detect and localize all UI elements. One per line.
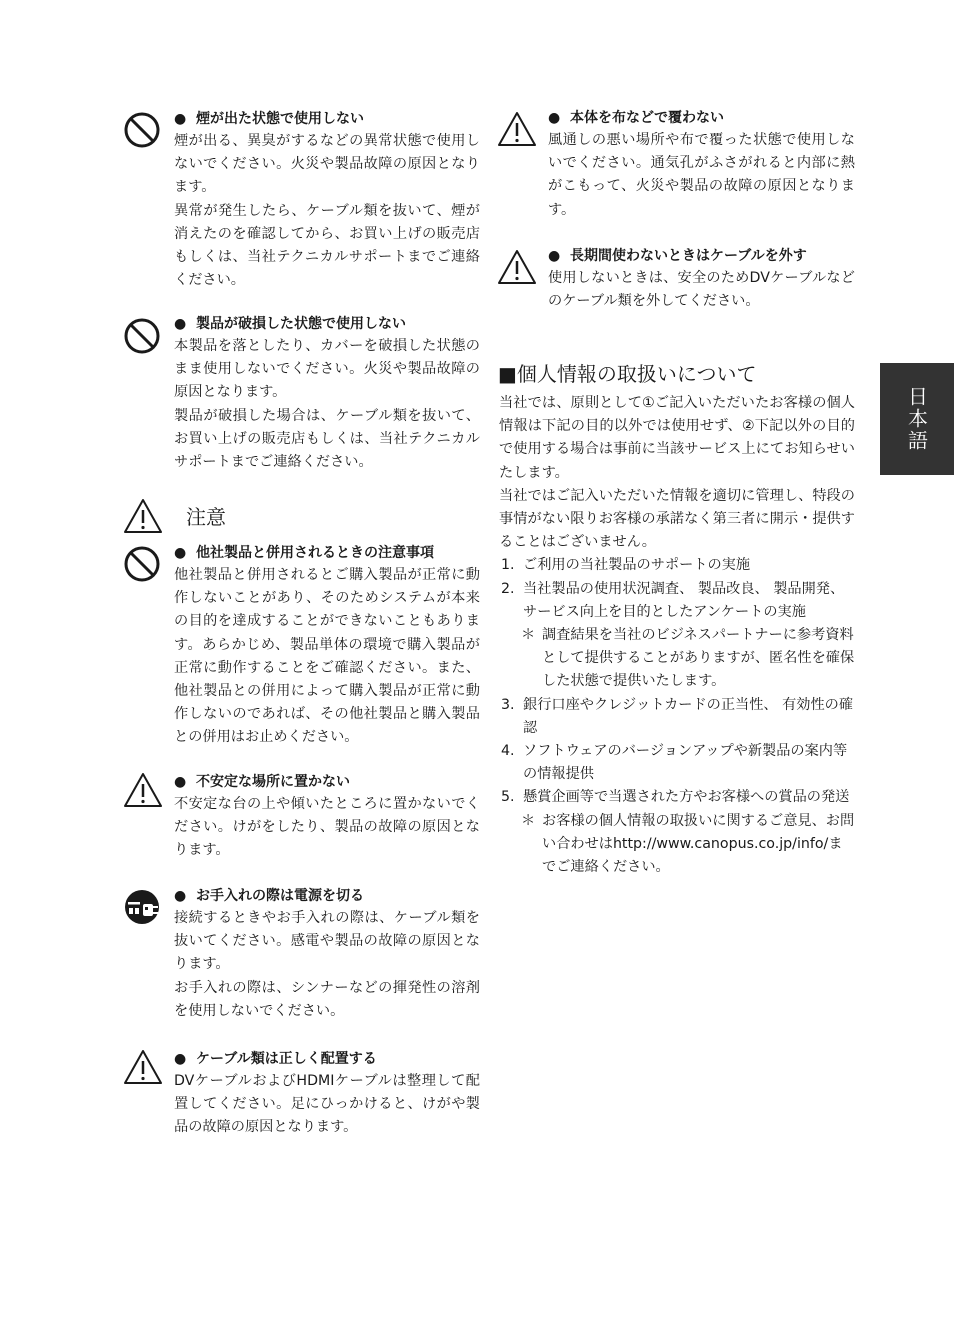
item-heading	[174, 1048, 480, 1070]
bullet: ●	[174, 888, 187, 904]
bullet: ●	[174, 774, 187, 790]
list-marker: 1.	[501, 557, 515, 574]
item-heading	[174, 108, 480, 130]
privacy-section-title: ■個人情報の取扱いについて	[498, 362, 757, 386]
safety-item-cover	[548, 107, 855, 222]
paragraph: 当社では、原則として①ご記入いただいたお客様の個人情報は下記の目的以外では使用せず、②下記以外の目的で使用する場合は事前に当該サービス上にてお知らせいたします。	[499, 395, 855, 481]
paragraph: 他社製品と併用されるとご購入製品が正常に動作しないことがあり、そのためシステムが本来の目的を達成することができないこともあります。あらかじめ、製品単体の環境で購入製品が正常に動作することをご確認ください。また、他社製品との併用によって購入製品が正常に動作しないのであれば、その他社製品と購入製品との併用はお止めください。	[174, 567, 480, 746]
safety-item-unstable	[174, 771, 480, 863]
paragraph: 製品が破損した場合は、ケーブル類を抜いて、お買い上げの販売店もしくは、当社テクニカルサポートまでご連絡ください。	[174, 407, 480, 471]
heading-text: 不安定な場所に置かない	[196, 774, 350, 790]
list-item	[499, 694, 855, 740]
bullet: ●	[548, 110, 561, 126]
list-marker: 2.	[501, 580, 515, 597]
item-heading	[174, 885, 480, 907]
heading-text: ケーブル類は正しく配置する	[196, 1051, 377, 1067]
safety-item-cleaning	[174, 885, 480, 1023]
heading-text: 本体を布などで覆わない	[570, 110, 724, 126]
unplug-icon	[123, 888, 161, 926]
safety-item-long-unused	[548, 245, 855, 313]
item-heading	[548, 107, 855, 129]
list-text: 銀行口座やクレジットカードの正当性、 有効性の確認	[523, 696, 854, 736]
paragraph: 使用しないときは、安全のためDVケーブルなどのケーブル類を外してください。	[548, 270, 855, 310]
paragraph: 当社ではご記入いただいた情報を適切に管理し、特段の事情がない限りお客様の承諾なく第三者に開示・提供することはございません。	[499, 487, 855, 551]
caution-title: 注意	[186, 505, 226, 529]
list-text: ソフトウェアのバージョンアップや新製品の案内等の情報提供	[523, 743, 848, 783]
list-marker: ＊	[521, 812, 536, 829]
warning-triangle-icon	[122, 497, 164, 535]
list-item	[499, 624, 855, 694]
paragraph: 不安定な台の上や傾いたところに置かないでください。けがをしたり、製品の故障の原因となります。	[174, 796, 480, 859]
list-item	[499, 554, 855, 577]
list-item	[499, 786, 855, 809]
item-heading	[548, 245, 855, 267]
warning-triangle-icon	[496, 248, 538, 286]
prohibition-icon	[123, 111, 161, 149]
paragraph: 異常が発生したら、ケーブル類を抜いて、煙が消えたのを確認してから、お買い上げの販売店もしくは、当社テクニカルサポートまでご連絡ください。	[174, 202, 480, 289]
heading-text: 長期間使わないときはケーブルを外す	[570, 248, 807, 264]
prohibition-icon	[123, 317, 161, 355]
safety-item-smoke	[174, 108, 480, 292]
list-marker: ＊	[521, 627, 536, 644]
bullet: ●	[174, 111, 187, 127]
bullet: ●	[174, 316, 187, 332]
bullet: ●	[548, 248, 561, 264]
list-text: 当社製品の使用状況調査、 製品改良、 製品開発、サービス向上を目的としたアンケートの実施	[523, 580, 845, 620]
prohibition-icon	[123, 545, 161, 583]
heading-text: お手入れの際は電源を切る	[196, 888, 364, 904]
language-side-tab	[880, 363, 954, 475]
list-marker: 3.	[501, 696, 515, 713]
safety-item-damaged	[174, 313, 480, 474]
heading-text: 製品が破損した状態で使用しない	[196, 316, 406, 332]
paragraph: 風通しの悪い場所や布で覆った状態で使用しないでください。通気孔がふさがれると内部に熱がこもって、火災や製品の故障の原因となります。	[548, 132, 855, 218]
list-item	[499, 578, 855, 624]
safety-item-cables	[174, 1048, 480, 1140]
bullet: ●	[174, 1051, 187, 1067]
paragraph: 接続するときやお手入れの際は、ケーブル類を抜いてください。感電や製品の故障の原因となります。	[174, 910, 480, 973]
list-item	[499, 740, 855, 786]
bullet: ●	[174, 545, 187, 561]
list-text: 懸賞企画等で当選された方やお客様への賞品の発送	[523, 789, 850, 806]
list-text: ご利用の当社製品のサポートの実施	[523, 557, 751, 574]
list-item	[499, 810, 855, 880]
heading-text: 他社製品と併用されるときの注意事項	[196, 545, 434, 561]
list-marker: 4.	[501, 743, 515, 760]
list-text: 調査結果を当社のビジネスパートナーに参考資料として提供することがありますが、匿名性を確保した状態で提供いたします。	[542, 627, 855, 690]
list-marker: 5.	[501, 789, 515, 806]
paragraph: お手入れの際は、シンナーなどの揮発性の溶剤を使用しないでください。	[174, 979, 480, 1019]
paragraph: DVケーブルおよびHDMIケーブルは整理して配置してください。足にひっかけると、けがや製品の故障の原因となります。	[174, 1073, 480, 1136]
item-heading	[174, 542, 480, 564]
paragraph: 煙が出る、異臭がするなどの異常状態で使用しないでください。火災や製品故障の原因となります。	[174, 133, 480, 196]
privacy-section-body	[499, 392, 855, 879]
item-heading	[174, 771, 480, 793]
warning-triangle-icon	[122, 1048, 164, 1086]
heading-text: 煙が出た状態で使用しない	[196, 111, 364, 127]
warning-triangle-icon	[496, 110, 538, 148]
privacy-purpose-list	[499, 554, 855, 879]
paragraph: 本製品を落としたり、カバーを破損した状態のまま使用しないでください。火災や製品故障の原因となります。	[174, 338, 480, 401]
list-text: お客様の個人情報の取扱いに関するご意見、お問い合わせはhttp://www.canopus.co.jp/info/までご連絡ください。	[542, 812, 855, 876]
warning-triangle-icon	[122, 771, 164, 809]
safety-item-other-products	[174, 542, 480, 750]
language-tab-label: 日本語	[904, 386, 929, 452]
item-heading	[174, 313, 480, 335]
